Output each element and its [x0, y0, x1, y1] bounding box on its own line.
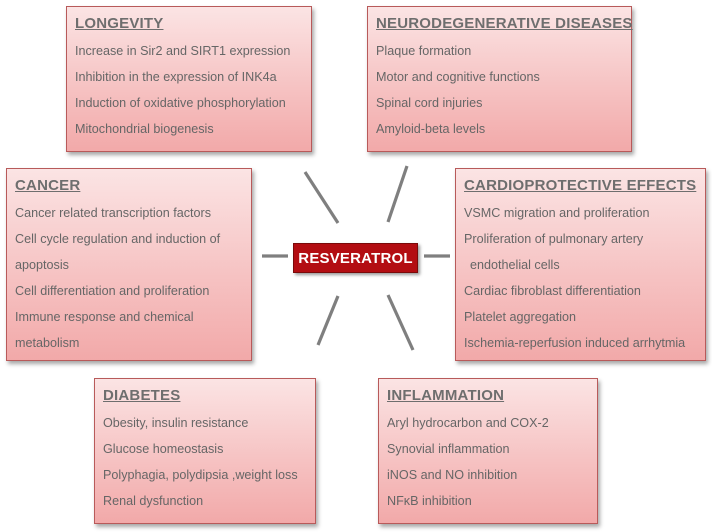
neurodegenerative-item: Amyloid-beta levels: [376, 122, 486, 136]
cardioprotective-item: VSMC migration and proliferation: [464, 206, 650, 220]
inflammation-item: NFκB inhibition: [387, 494, 472, 508]
diabetes-item: Renal dysfunction: [103, 494, 204, 508]
longevity-title: LONGEVITY: [75, 15, 164, 32]
connector-neuro: [388, 166, 407, 222]
longevity-item: Mitochondrial biogenesis: [75, 122, 214, 136]
neurodegenerative-box: [367, 6, 632, 152]
neurodegenerative-item: Motor and cognitive functions: [376, 70, 540, 84]
resveratrol-center-node: [293, 243, 418, 273]
cancer-item: apoptosis: [15, 258, 69, 272]
inflammation-item: Synovial inflammation: [387, 442, 510, 456]
cardioprotective-item: Platelet aggregation: [464, 310, 577, 324]
cancer-item: Cell differentiation and proliferation: [15, 284, 210, 298]
cardioprotective-title: CARDIOPROTECTIVE EFFECTS: [464, 177, 697, 194]
longevity-box: [66, 6, 312, 152]
cardioprotective-box: [455, 168, 706, 361]
inflammation-item: Aryl hydrocarbon and COX-2: [387, 416, 549, 430]
cardioprotective-item: Proliferation of pulmonary artery: [464, 232, 644, 246]
connector-inflammation: [388, 295, 413, 350]
cardioprotective-item: endothelial cells: [470, 258, 560, 272]
cancer-item: Cancer related transcription factors: [15, 206, 211, 220]
neurodegenerative-item: Spinal cord injuries: [376, 96, 483, 110]
resveratrol-label: RESVERATROL: [298, 249, 413, 267]
connector-diabetes: [318, 296, 338, 345]
cancer-title: CANCER: [15, 177, 81, 194]
inflammation-title: INFLAMMATION: [387, 387, 505, 404]
diabetes-item: Glucose homeostasis: [103, 442, 224, 456]
cancer-item: Immune response and chemical: [15, 310, 194, 324]
diabetes-item: Polyphagia, polydipsia ,weight loss: [103, 468, 298, 482]
diabetes-item: Obesity, insulin resistance: [103, 416, 249, 430]
inflammation-box: [378, 378, 598, 524]
cardioprotective-item: Ischemia-reperfusion induced arrhytmia: [464, 336, 686, 350]
longevity-item: Increase in Sir2 and SIRT1 expression: [75, 44, 291, 58]
cancer-item: metabolism: [15, 336, 80, 350]
neurodegenerative-item: Plaque formation: [376, 44, 472, 58]
cardioprotective-item: Cardiac fibroblast differentiation: [464, 284, 641, 298]
longevity-item: Inhibition in the expression of INK4a: [75, 70, 277, 84]
longevity-item: Induction of oxidative phosphorylation: [75, 96, 286, 110]
inflammation-item: iNOS and NO inhibition: [387, 468, 518, 482]
cancer-box: [6, 168, 252, 361]
neurodegenerative-title: NEURODEGENERATIVE DISEASES: [376, 15, 633, 32]
cancer-item: Cell cycle regulation and induction of: [15, 232, 221, 246]
diabetes-title: DIABETES: [103, 387, 181, 404]
connector-longevity: [305, 172, 338, 223]
diabetes-box: [94, 378, 316, 524]
